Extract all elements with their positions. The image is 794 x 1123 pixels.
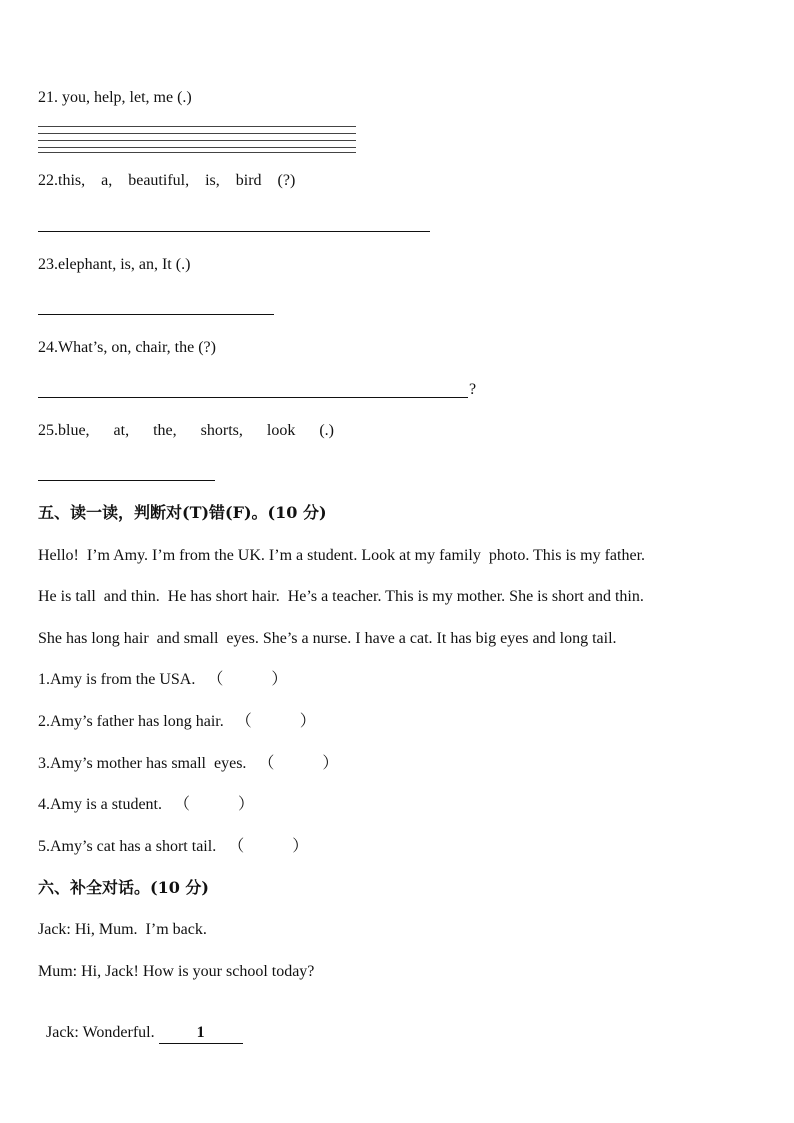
question-24: 24.What’s, on, chair, the (?)	[38, 339, 216, 356]
dialogue-blank-1[interactable]: 1	[159, 1023, 243, 1044]
answer-line-24[interactable]	[38, 397, 468, 398]
dialogue-line-1: Jack: Hi, Mum. I’m back.	[38, 921, 207, 938]
passage-line-1: Hello! I’m Amy. I’m from the UK. I’m a student. Look at my family photo. This is my father.	[38, 547, 646, 564]
section-6-title: 六、补全对话。(10 分)	[38, 878, 209, 897]
tf-item-4[interactable]: 4.Amy is a student. （ ）	[38, 796, 254, 813]
question-23: 23.elephant, is, an, It (.)	[38, 256, 191, 273]
answer-line-25[interactable]	[38, 480, 215, 481]
tf-item-3[interactable]: 3.Amy’s mother has small eyes. （ ）	[38, 755, 339, 772]
tf-item-1[interactable]: 1.Amy is from the USA. （ ）	[38, 671, 288, 688]
answer-line-23[interactable]	[38, 314, 274, 315]
section-5-title: 五、读一读，判断对(T)错(F)。(10 分)	[38, 503, 327, 522]
passage-line-2: He is tall and thin. He has short hair. He’s a teacher. This is my mother. She is short and thin.	[38, 588, 644, 605]
question-22: 22.this, a, beautiful, is, bird (?)	[38, 172, 296, 189]
question-21: 21. you, help, let, me (.)	[38, 89, 192, 106]
tf-item-5[interactable]: 5.Amy’s cat has a short tail. （ ）	[38, 838, 309, 855]
answer-line-21a	[38, 126, 356, 127]
dialogue-line-3-text: Jack: Wonderful.	[46, 1024, 159, 1041]
answer-line-21c	[38, 140, 356, 141]
passage-line-3: She has long hair and small eyes. She’s a nurse. I have a cat. It has big eyes and long tail.	[38, 630, 617, 647]
answer-line-21e	[38, 152, 356, 153]
question-25: 25.blue, at, the, shorts, look (.)	[38, 422, 334, 439]
question-24-end-mark: ?	[469, 381, 477, 398]
dialogue-line-3	[38, 1003, 243, 1044]
answer-line-22[interactable]	[38, 231, 430, 232]
tf-item-2[interactable]: 2.Amy’s father has long hair. （ ）	[38, 713, 316, 730]
answer-line-21d	[38, 147, 356, 148]
dialogue-line-2: Mum: Hi, Jack! How is your school today?	[38, 963, 315, 980]
answer-line-21b	[38, 133, 356, 134]
